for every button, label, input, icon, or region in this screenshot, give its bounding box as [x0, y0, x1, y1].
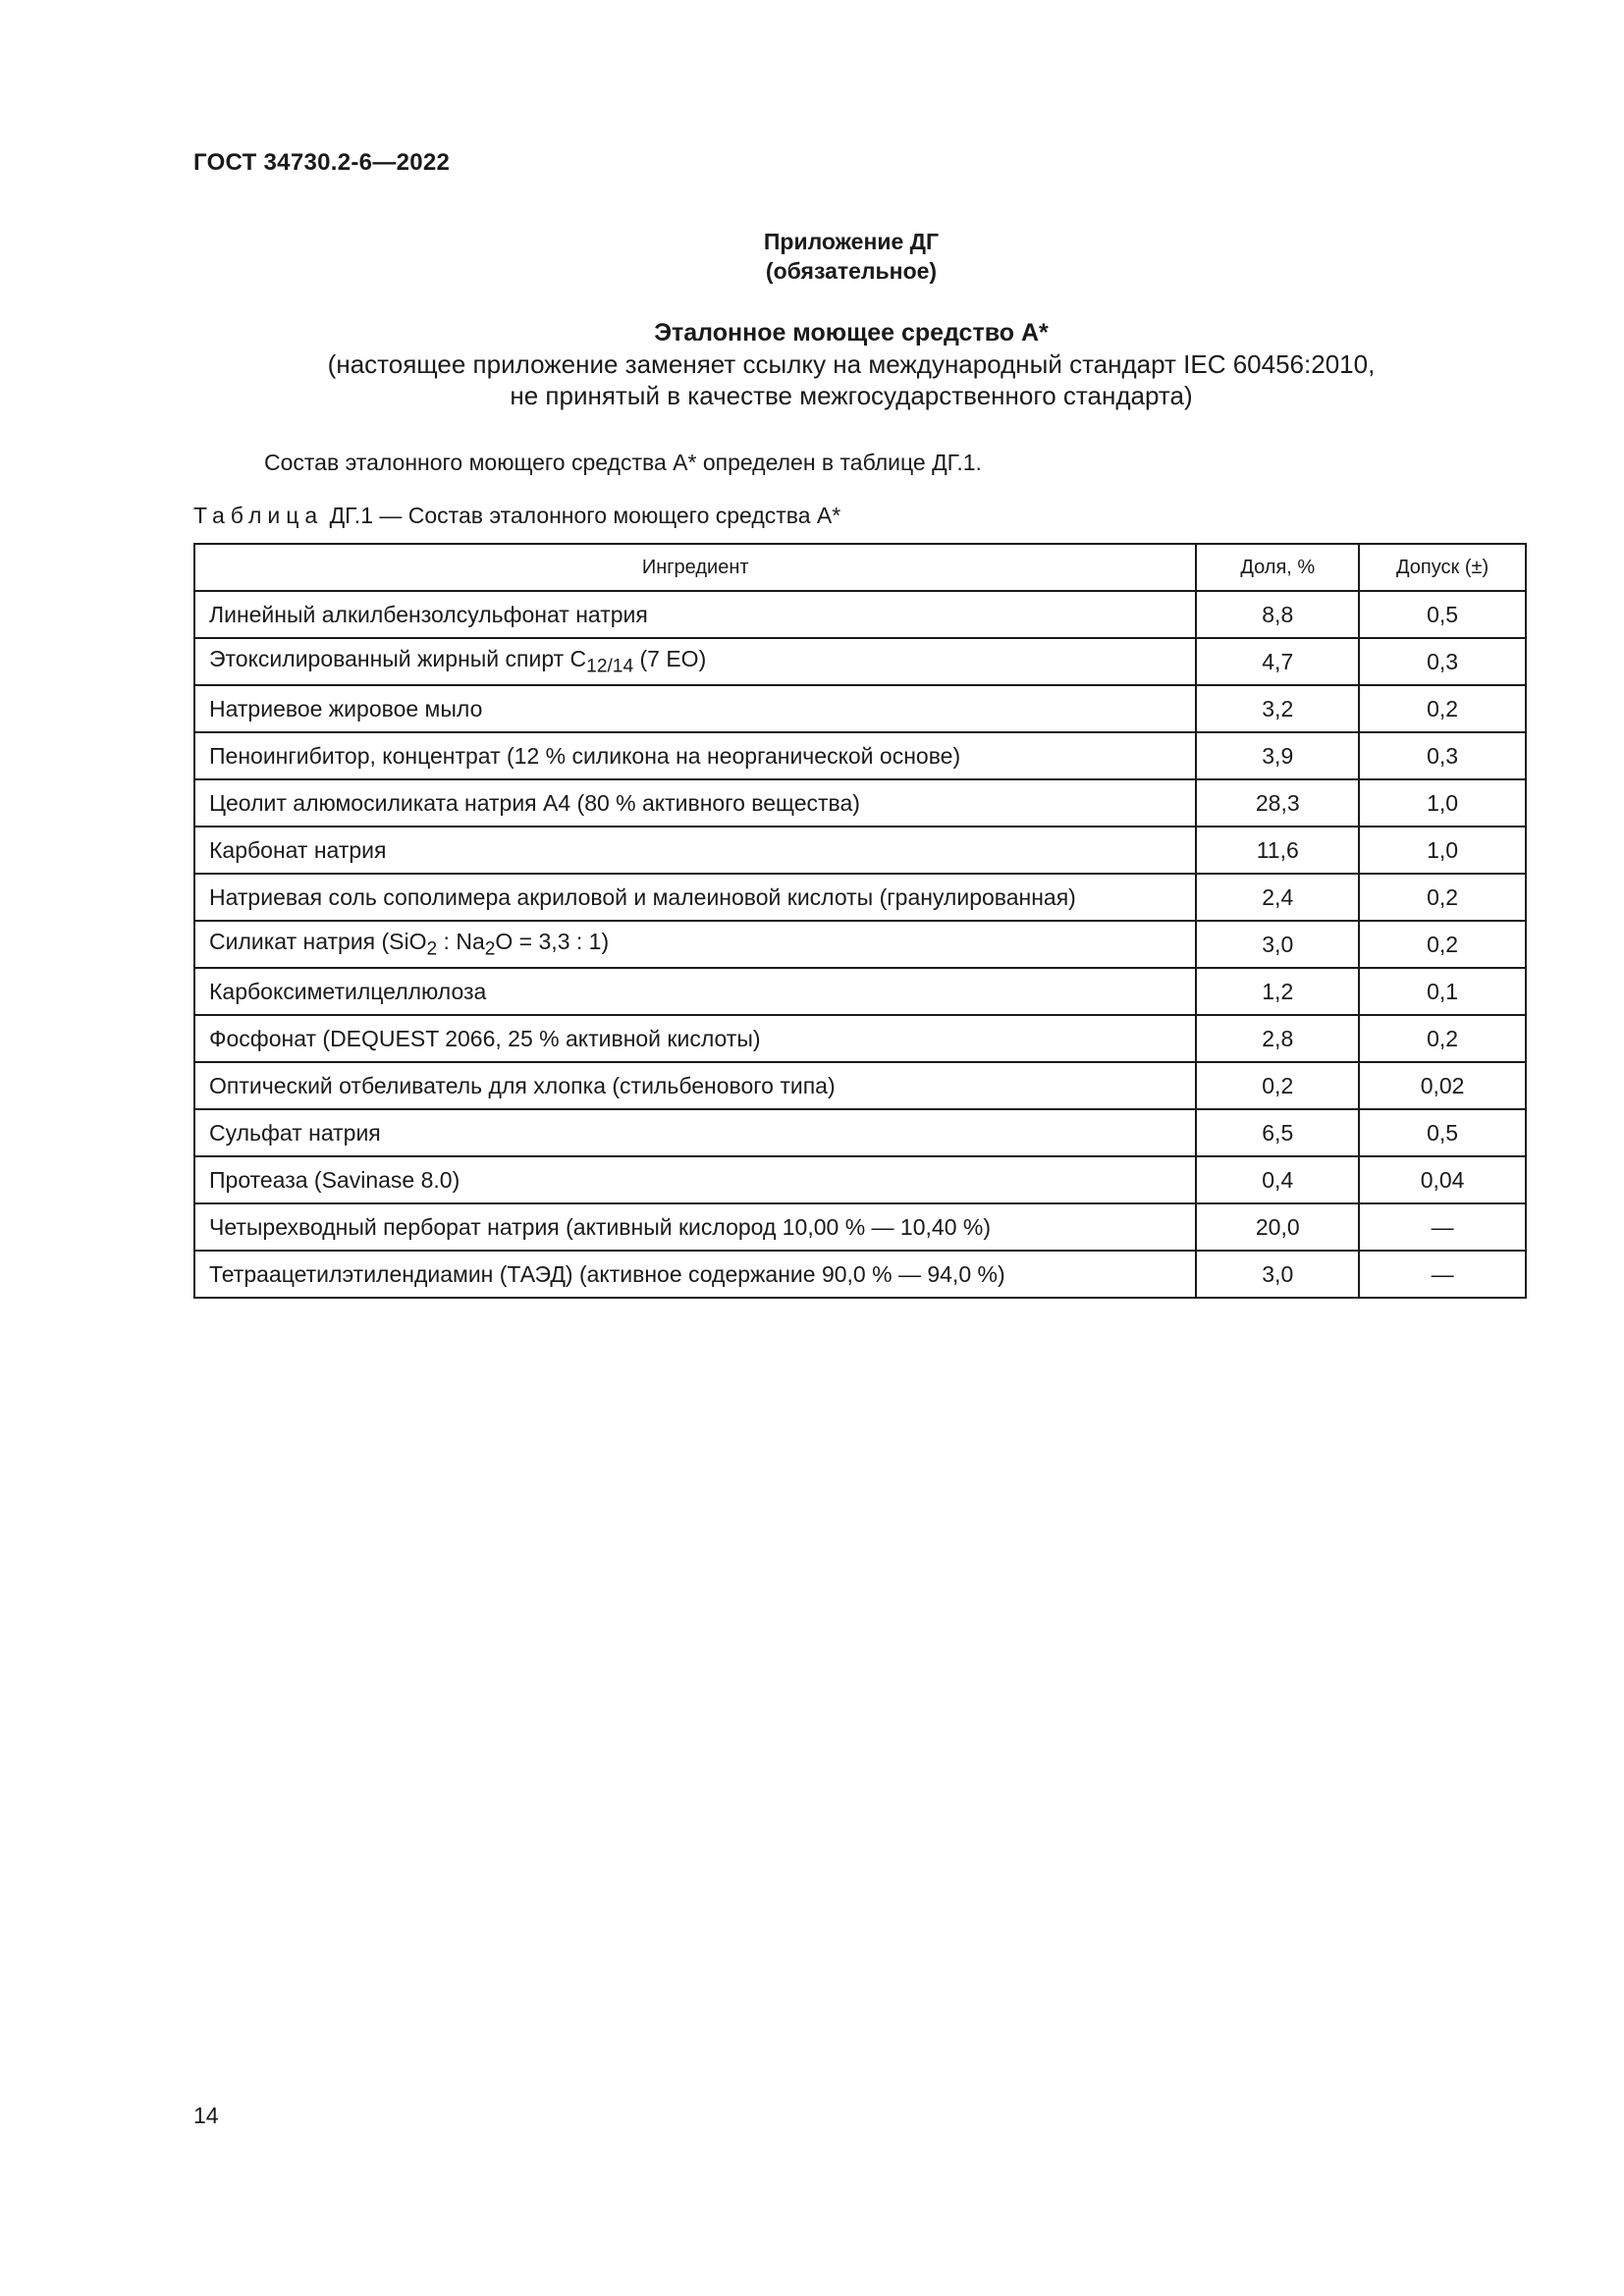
table-row — [194, 1062, 1526, 1109]
header-share: Доля, % — [1196, 544, 1359, 591]
share-value: 0,4 — [1196, 1156, 1359, 1203]
ingredient-name-part: O = 3,3 : 1) — [495, 928, 610, 954]
ingredient-name: Натриевое жировое мыло — [194, 685, 1196, 732]
table-row — [194, 1015, 1526, 1062]
page-number: 14 — [193, 2103, 219, 2128]
ingredient-subscript: 2 — [484, 938, 496, 960]
share-value: 3,0 — [1196, 1251, 1359, 1298]
table-header-row — [194, 544, 1526, 591]
tolerance-value: 0,04 — [1359, 1156, 1526, 1203]
tolerance-value: 0,3 — [1359, 732, 1526, 779]
table-row — [194, 874, 1526, 921]
ingredient-name-part: Этоксилированный жирный спирт C — [209, 645, 587, 671]
ingredient-name: Цеолит алюмосиликата натрия А4 (80 % активного вещества) — [194, 779, 1196, 827]
ingredient-name: Протеаза (Savinase 8.0) — [194, 1156, 1196, 1203]
tolerance-value: 1,0 — [1359, 779, 1526, 827]
share-value: 4,7 — [1196, 638, 1359, 685]
share-value: 2,8 — [1196, 1015, 1359, 1062]
ingredient-name: Сульфат натрия — [194, 1109, 1196, 1156]
ingredient-name-part: : Na — [437, 928, 485, 954]
table-row — [194, 1109, 1526, 1156]
tolerance-value: 0,5 — [1359, 591, 1526, 638]
ingredient-subscript: 12/14 — [586, 656, 634, 677]
table-row — [194, 1251, 1526, 1298]
ingredient-name — [194, 921, 1196, 968]
table-row — [194, 685, 1526, 732]
tolerance-value: 0,5 — [1359, 1109, 1526, 1156]
share-value: 2,4 — [1196, 874, 1359, 921]
ingredient-name: Четырехводный перборат натрия (активный кислород 10,00 % — 10,40 %) — [194, 1203, 1196, 1251]
appendix-heading — [0, 227, 1624, 286]
share-value: 3,9 — [1196, 732, 1359, 779]
reference-note-line-2: не принятый в качестве межгосударственного стандарта) — [510, 381, 1193, 410]
share-value: 11,6 — [1196, 827, 1359, 874]
tolerance-value: 0,02 — [1359, 1062, 1526, 1109]
share-value: 1,2 — [1196, 968, 1359, 1015]
table-row — [194, 827, 1526, 874]
appendix-status: (обязательное) — [765, 258, 938, 284]
share-value: 3,0 — [1196, 921, 1359, 968]
tolerance-value: 0,1 — [1359, 968, 1526, 1015]
ingredient-name: Оптический отбеливатель для хлопка (стильбенового типа) — [194, 1062, 1196, 1109]
ingredient-name: Карбоксиметилцеллюлоза — [194, 968, 1196, 1015]
share-value: 6,5 — [1196, 1109, 1359, 1156]
header-tolerance: Допуск (±) — [1359, 544, 1526, 591]
tolerance-value: 0,2 — [1359, 921, 1526, 968]
table-row — [194, 968, 1526, 1015]
tolerance-value: 0,3 — [1359, 638, 1526, 685]
intro-paragraph: Состав эталонного моющего средства А* определен в таблице ДГ.1. — [264, 450, 982, 475]
table-caption-text: ДГ.1 — Состав эталонного моющего средства А* — [329, 503, 841, 528]
ingredient-name: Тетраацетилэтилендиамин (ТАЭД) (активное содержание 90,0 % — 94,0 %) — [194, 1251, 1196, 1298]
reference-note-line-1: (настоящее приложение заменяет ссылку на международный стандарт IEC 60456:2010, — [327, 349, 1376, 379]
document-code: ГОСТ 34730.2-6—2022 — [193, 149, 451, 176]
ingredient-name-part: Силикат натрия (SiO — [209, 928, 427, 954]
share-value: 28,3 — [1196, 779, 1359, 827]
ingredient-name: Пеноингибитор, концентрат (12 % силикона на неорганической основе) — [194, 732, 1196, 779]
composition-table — [193, 543, 1527, 1299]
tolerance-value: 0,2 — [1359, 685, 1526, 732]
table-row — [194, 921, 1526, 968]
table-caption — [193, 503, 840, 529]
table-row — [194, 779, 1526, 827]
ingredient-subscript: 2 — [426, 938, 438, 960]
tolerance-value: 1,0 — [1359, 827, 1526, 874]
share-value: 3,2 — [1196, 685, 1359, 732]
table-row — [194, 1203, 1526, 1251]
appendix-title: Приложение ДГ — [763, 229, 940, 254]
ingredient-name-part: (7 EO) — [633, 645, 707, 671]
ingredient-name: Карбонат натрия — [194, 827, 1196, 874]
table-row — [194, 638, 1526, 685]
share-value: 8,8 — [1196, 591, 1359, 638]
share-value: 0,2 — [1196, 1062, 1359, 1109]
tolerance-value: — — [1359, 1203, 1526, 1251]
table-caption-word: Таблица — [193, 503, 324, 528]
tolerance-value: 0,2 — [1359, 1015, 1526, 1062]
reference-block — [0, 317, 1624, 411]
reference-title: Эталонное моющее средство А* — [654, 319, 1049, 347]
tolerance-value: — — [1359, 1251, 1526, 1298]
share-value: 20,0 — [1196, 1203, 1359, 1251]
tolerance-value: 0,2 — [1359, 874, 1526, 921]
table-row — [194, 1156, 1526, 1203]
ingredient-name — [194, 638, 1196, 685]
table-row — [194, 591, 1526, 638]
ingredient-name: Линейный алкилбензолсульфонат натрия — [194, 591, 1196, 638]
ingredient-name: Натриевая соль сополимера акриловой и малеиновой кислоты (гранулированная) — [194, 874, 1196, 921]
header-ingredient: Ингредиент — [194, 544, 1196, 591]
ingredient-name: Фосфонат (DEQUEST 2066, 25 % активной кислоты) — [194, 1015, 1196, 1062]
table-row — [194, 732, 1526, 779]
